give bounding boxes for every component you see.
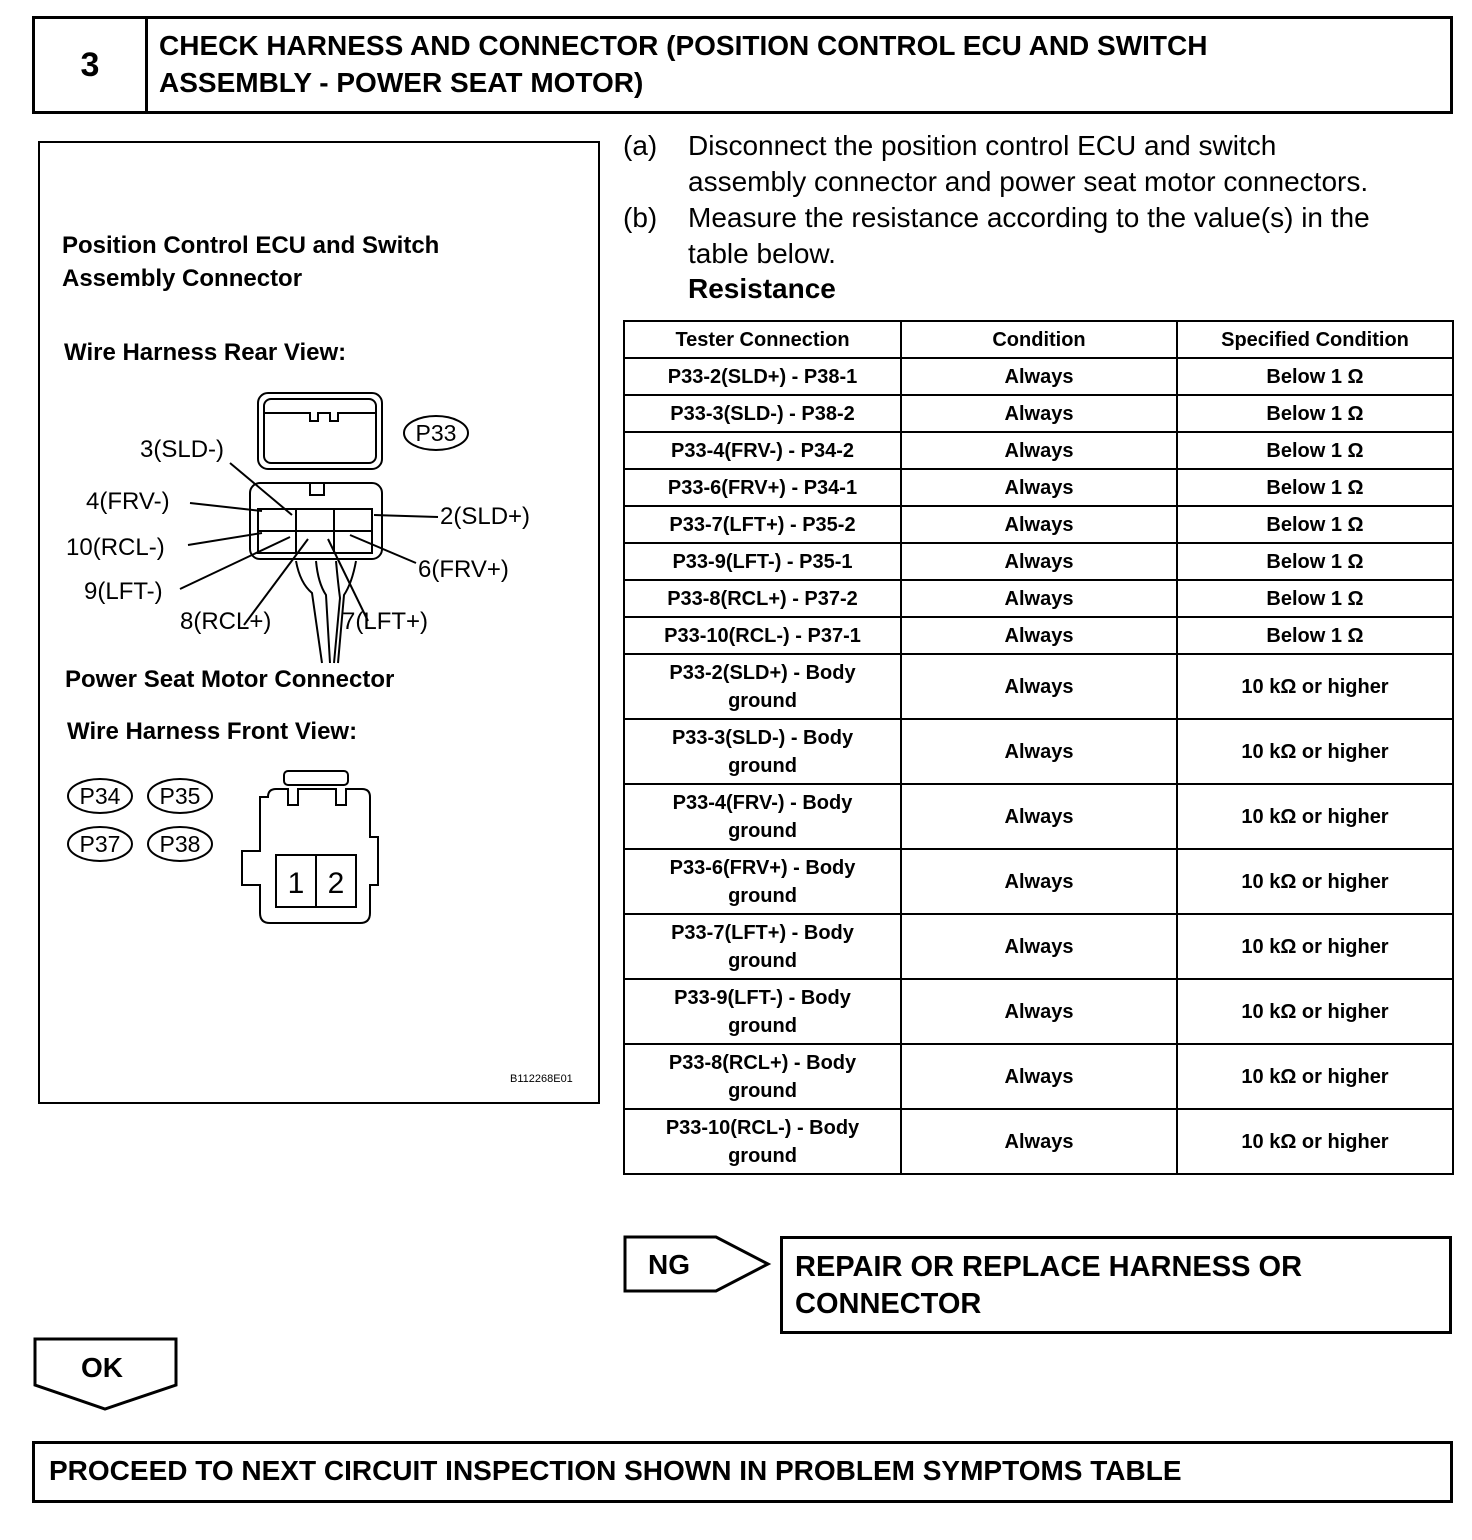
instruction-a-marker: (a) bbox=[623, 130, 658, 161]
tester-connection-cell bbox=[624, 654, 901, 719]
specified-condition-cell: 10 kΩ or higher bbox=[1177, 914, 1453, 979]
step-header bbox=[32, 16, 1453, 114]
p33-housing-outer bbox=[258, 393, 382, 469]
motor-pin-1: 1 bbox=[287, 867, 305, 900]
tester-connection-cell: P33-7(LFT+) - P35-2 bbox=[624, 506, 901, 543]
p33-housing-inner bbox=[264, 399, 376, 463]
tester-connection-line-1: P33-3(SLD-) - Body bbox=[671, 726, 854, 749]
tester-connection-cell bbox=[624, 979, 901, 1044]
tester-connection-line-1: P33-4(FRV-) - Body bbox=[672, 791, 853, 814]
table-row bbox=[624, 358, 1453, 395]
ecu-connector-title-line-2: Assembly Connector bbox=[62, 265, 303, 292]
condition-cell: Always bbox=[901, 469, 1177, 506]
p33-id: P33 bbox=[415, 420, 457, 446]
step-title-line-2: ASSEMBLY - POWER SEAT MOTOR) bbox=[159, 67, 644, 98]
motor-connector-title: Power Seat Motor Connector bbox=[65, 666, 395, 693]
ng-label: NG bbox=[648, 1249, 690, 1280]
instruction-b-line-1: Measure the resistance according to the value(s) in the bbox=[688, 202, 1370, 233]
p33-latch bbox=[264, 413, 376, 421]
pin-label-lft-plus: 7(LFT+) bbox=[342, 608, 429, 635]
tester-connection-line-1: P33-6(FRV+) - Body bbox=[669, 856, 856, 879]
step-title-line-1: CHECK HARNESS AND CONNECTOR (POSITION CONTROL ECU AND SWITCH bbox=[159, 30, 1208, 61]
instruction-a bbox=[688, 128, 1458, 200]
ng-action-line-1: REPAIR OR REPLACE HARNESS OR bbox=[795, 1251, 1303, 1283]
condition-cell: Always bbox=[901, 784, 1177, 849]
table-row bbox=[624, 580, 1453, 617]
tester-connection-line-2: ground bbox=[728, 1144, 797, 1167]
pin-label-rcl-minus: 10(RCL-) bbox=[66, 534, 165, 561]
tester-connection-cell: P33-6(FRV+) - P34-1 bbox=[624, 469, 901, 506]
tester-connection-line-1: P33-2(SLD+) - Body bbox=[669, 661, 856, 684]
condition-cell: Always bbox=[901, 543, 1177, 580]
tester-connection-line-2: ground bbox=[728, 1079, 797, 1102]
tester-connection-line-2: ground bbox=[728, 884, 797, 907]
motor-connector-id-2: P35 bbox=[159, 783, 201, 809]
connector-figure bbox=[38, 141, 600, 1104]
tester-connection-cell: P33-8(RCL+) - P37-2 bbox=[624, 580, 901, 617]
motor-pin-2: 2 bbox=[327, 867, 345, 900]
instruction-b bbox=[688, 200, 1458, 272]
condition-cell: Always bbox=[901, 506, 1177, 543]
column-header-tester-connection: Tester Connection bbox=[624, 321, 901, 358]
tester-connection-cell: P33-3(SLD-) - P38-2 bbox=[624, 395, 901, 432]
table-row bbox=[624, 914, 1453, 979]
specified-condition-cell: Below 1 Ω bbox=[1177, 469, 1453, 506]
specified-condition-cell: 10 kΩ or higher bbox=[1177, 1109, 1453, 1174]
specified-condition-cell: 10 kΩ or higher bbox=[1177, 654, 1453, 719]
resistance-heading: Resistance bbox=[688, 273, 836, 304]
specified-condition-cell: Below 1 Ω bbox=[1177, 358, 1453, 395]
motor-connector-id-3: P37 bbox=[79, 831, 121, 857]
specified-condition-cell: 10 kΩ or higher bbox=[1177, 849, 1453, 914]
tester-connection-cell bbox=[624, 849, 901, 914]
ng-arrow bbox=[622, 1234, 774, 1294]
condition-cell: Always bbox=[901, 432, 1177, 469]
specified-condition-cell: Below 1 Ω bbox=[1177, 617, 1453, 654]
instruction-b-line-2: table below. bbox=[688, 238, 836, 269]
step-number: 3 bbox=[35, 19, 148, 111]
table-row bbox=[624, 979, 1453, 1044]
specified-condition-cell: Below 1 Ω bbox=[1177, 580, 1453, 617]
step-title bbox=[159, 27, 1439, 101]
table-row bbox=[624, 849, 1453, 914]
table-row bbox=[624, 506, 1453, 543]
ng-action bbox=[795, 1249, 1435, 1323]
specified-condition-cell: 10 kΩ or higher bbox=[1177, 784, 1453, 849]
tester-connection-line-1: P33-8(RCL+) - Body bbox=[668, 1051, 857, 1074]
tester-connection-line-2: ground bbox=[728, 689, 797, 712]
table-row bbox=[624, 395, 1453, 432]
pin-label-sld-plus: 2(SLD+) bbox=[440, 503, 531, 530]
tester-connection-cell bbox=[624, 914, 901, 979]
ok-action: PROCEED TO NEXT CIRCUIT INSPECTION SHOWN IN PROBLEM SYMPTOMS TABLE bbox=[49, 1455, 1182, 1486]
table-row bbox=[624, 543, 1453, 580]
condition-cell: Always bbox=[901, 1109, 1177, 1174]
specified-condition-cell: Below 1 Ω bbox=[1177, 395, 1453, 432]
column-header-specified-condition: Specified Condition bbox=[1177, 321, 1453, 358]
pin-label-frv-minus: 4(FRV-) bbox=[86, 488, 170, 515]
ok-label: OK bbox=[81, 1352, 123, 1383]
table-row bbox=[624, 784, 1453, 849]
ecu-connector-title-line-1: Position Control ECU and Switch bbox=[62, 232, 440, 259]
table-row bbox=[624, 617, 1453, 654]
specified-condition-cell: 10 kΩ or higher bbox=[1177, 979, 1453, 1044]
condition-cell: Always bbox=[901, 849, 1177, 914]
instruction-a-line-1: Disconnect the position control ECU and switch bbox=[688, 130, 1277, 161]
resistance-table bbox=[623, 320, 1454, 1175]
condition-cell: Always bbox=[901, 358, 1177, 395]
tester-connection-line-2: ground bbox=[728, 1014, 797, 1037]
ok-result-box bbox=[32, 1441, 1453, 1503]
tester-connection-line-1: P33-10(RCL-) - Body bbox=[665, 1116, 860, 1139]
figure-code: B112268E01 bbox=[510, 1073, 573, 1085]
tester-connection-cell: P33-9(LFT-) - P35-1 bbox=[624, 543, 901, 580]
table-header-row bbox=[624, 321, 1453, 358]
specified-condition-cell: 10 kΩ or higher bbox=[1177, 1044, 1453, 1109]
specified-condition-cell: Below 1 Ω bbox=[1177, 506, 1453, 543]
column-header-condition: Condition bbox=[901, 321, 1177, 358]
instruction-b-marker: (b) bbox=[623, 202, 658, 233]
tester-connection-cell: P33-10(RCL-) - P37-1 bbox=[624, 617, 901, 654]
tester-connection-cell bbox=[624, 784, 901, 849]
table-row bbox=[624, 1109, 1453, 1174]
p33-key bbox=[310, 483, 324, 495]
tester-connection-cell bbox=[624, 1109, 901, 1174]
tester-connection-line-1: P33-9(LFT-) - Body bbox=[674, 986, 851, 1009]
specified-condition-cell: Below 1 Ω bbox=[1177, 432, 1453, 469]
motor-connector-id-1: P34 bbox=[79, 783, 121, 809]
specified-condition-cell: Below 1 Ω bbox=[1177, 543, 1453, 580]
condition-cell: Always bbox=[901, 1044, 1177, 1109]
tester-connection-cell bbox=[624, 719, 901, 784]
pin-label-sld-minus: 3(SLD-) bbox=[140, 436, 225, 463]
tester-connection-line-1: P33-7(LFT+) - Body bbox=[671, 921, 854, 944]
tester-connection-line-2: ground bbox=[728, 819, 797, 842]
ng-result-box bbox=[780, 1236, 1452, 1334]
table-row bbox=[624, 469, 1453, 506]
tester-connection-cell: P33-2(SLD+) - P38-1 bbox=[624, 358, 901, 395]
tester-connection-cell bbox=[624, 1044, 901, 1109]
condition-cell: Always bbox=[901, 617, 1177, 654]
table-row bbox=[624, 719, 1453, 784]
rear-view-label: Wire Harness Rear View: bbox=[64, 339, 347, 366]
specified-condition-cell: 10 kΩ or higher bbox=[1177, 719, 1453, 784]
pin-label-rcl-plus: 8(RCL+) bbox=[180, 608, 272, 635]
table-row bbox=[624, 654, 1453, 719]
tester-connection-line-2: ground bbox=[728, 754, 797, 777]
ok-arrow bbox=[33, 1337, 179, 1413]
pin-label-lft-minus: 9(LFT-) bbox=[84, 578, 163, 605]
ng-action-line-2: CONNECTOR bbox=[795, 1288, 982, 1320]
instruction-a-line-2: assembly connector and power seat motor connectors. bbox=[688, 166, 1369, 197]
tester-connection-line-2: ground bbox=[728, 949, 797, 972]
connector-drawing bbox=[40, 143, 596, 1100]
condition-cell: Always bbox=[901, 914, 1177, 979]
condition-cell: Always bbox=[901, 395, 1177, 432]
condition-cell: Always bbox=[901, 979, 1177, 1044]
tester-connection-cell: P33-4(FRV-) - P34-2 bbox=[624, 432, 901, 469]
motor-connector-id-4: P38 bbox=[159, 831, 201, 857]
table-row bbox=[624, 1044, 1453, 1109]
pin-label-frv-plus: 6(FRV+) bbox=[418, 556, 509, 583]
table-row bbox=[624, 432, 1453, 469]
front-view-label: Wire Harness Front View: bbox=[67, 718, 358, 745]
condition-cell: Always bbox=[901, 580, 1177, 617]
condition-cell: Always bbox=[901, 719, 1177, 784]
condition-cell: Always bbox=[901, 654, 1177, 719]
motor-connector-drawing bbox=[242, 771, 378, 923]
